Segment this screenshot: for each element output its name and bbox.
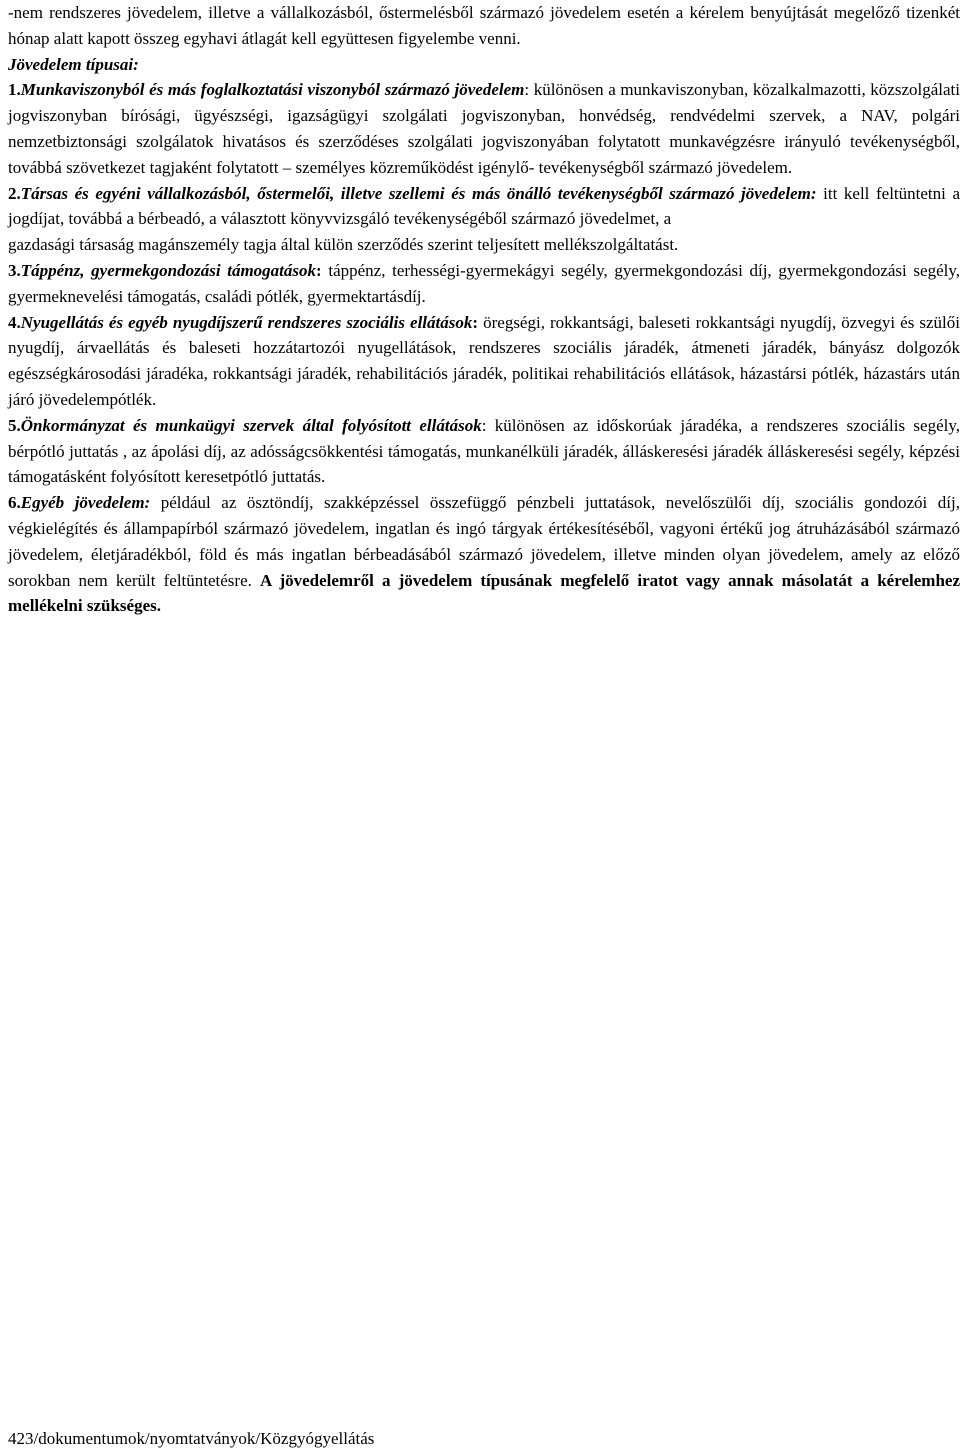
item-title: Táppénz, gyermekgondozási támogatások	[20, 260, 317, 280]
income-item-1	[8, 77, 960, 180]
item-number: 2.	[8, 183, 21, 203]
item-number: 5.	[8, 415, 21, 435]
closing-notice: A jövedelemről a jövedelem típusának megfelelő iratot vagy annak másolatát a kérelemhez mellékelni szükséges.	[8, 570, 960, 616]
item-separator: :	[524, 80, 530, 100]
item-number: 6.	[8, 493, 21, 513]
item-body: öregségi, rokkantsági, baleseti rokkantsági nyugdíj, özvegyi és szülői nyugdíj, árvaellátás és baleseti hozzátartozói nyugellátások, rendszeres szociális járadék, átmeneti járadék, bányász dolgozók egészségkárosodási járadéka, rokkantsági járadék, rehabilitációs járadék, politikai rehabilitációs ellátások, házastársi pótlék, házastárs után járó jövedelempótlék.	[8, 312, 960, 409]
item-separator: :	[472, 312, 479, 332]
income-item-5	[8, 413, 960, 490]
item-title: Önkormányzat és munkaügyi szervek által folyósított ellátások	[20, 415, 482, 435]
item-title: Munkaviszonyból és más foglalkoztatási viszonyból származó jövedelem	[20, 80, 525, 100]
item-body: táppénz, terhességi-gyermekágyi segély, gyermekgondozási díj, gyermekgondozási segély, gyermeknevelési támogatás, családi pótlék, gyermektartásdíj.	[8, 260, 960, 306]
income-item-2	[8, 181, 960, 233]
income-item-6	[8, 490, 960, 619]
item-title: Nyugellátás és egyéb nyugdíjszerű rendszeres szociális ellátások	[20, 312, 473, 332]
item-separator: :	[316, 260, 322, 280]
document-body	[8, 0, 960, 619]
item-title: Egyéb jövedelem:	[20, 493, 151, 513]
item-body: például az ösztöndíj, szakképzéssel összefüggő pénzbeli juttatások, nevelőszülői díj, szociális gondozói díj, végkielégítés és állampapírból származó jövedelem, ingatlan és ingó tárgyak értékesítéséből, vagyoni értékű jog átruházásából származó jövedelem, életjáradékból, föld és más ingatlan bérbeadásából származó jövedelem, illetve minden olyan jövedelem, amely az előző sorokban nem került feltüntetésre.	[8, 493, 960, 590]
income-item-2-continued: gazdasági társaság magánszemély tagja által külön szerződés szerint teljesített mellékszolgáltatást.	[8, 235, 679, 255]
item-number: 1.	[8, 80, 21, 100]
income-item-3	[8, 258, 960, 310]
item-number: 3.	[8, 260, 21, 280]
item-body: különösen a munkaviszonyban, közalkalmazotti, közszolgálati jogviszonyban bírósági, ügyészségi, igazságügyi szolgálati jogviszonyban, honvédség, rendvédelmi szervek, a NAV, polgári nemzetbiztonsági szolgálatok hivatásos és szerződéses szolgálati jogviszonyában folytatott munkavégzésre irányuló tevékenységből, továbbá szövetkezet tagjaként folytatott – személyes közreműködést igénylő- tevékenységből származó jövedelem.	[8, 80, 960, 177]
intro-paragraph: -nem rendszeres jövedelem, illetve a vállalkozásból, őstermelésből származó jövedelem esetén a kérelem benyújtását megelőző tizenkét hónap alatt kapott összeg egyhavi átlagát kell együttesen figyelembe venni.	[8, 3, 960, 48]
item-separator: :	[481, 415, 487, 435]
income-types-heading: Jövedelem típusai:	[8, 54, 139, 74]
item-body: különösen az időskorúak járadéka, a rendszeres szociális segély, bérpótló juttatás , az ápolási díj, az adósságcsökkentési támogatás, munkanélküli járadék, álláskeresési járadék álláskeresési segély, képzési támogatásként folyósított keresetpótló juttatás.	[8, 415, 960, 487]
item-number: 4.	[8, 312, 21, 332]
footer-path: 423/dokumentumok/nyomtatványok/Közgyógyellátás	[8, 1429, 375, 1448]
income-item-4	[8, 310, 960, 413]
item-title: Társas és egyéni vállalkozásból, őstermelői, illetve szellemi és más önálló tevékenységből származó jövedelem:	[20, 183, 817, 203]
item-body: itt kell feltüntetni a jogdíjat, továbbá a bérbeadó, a választott könyvvizsgáló tevékenységéből származó jövedelmet, a	[8, 183, 960, 229]
